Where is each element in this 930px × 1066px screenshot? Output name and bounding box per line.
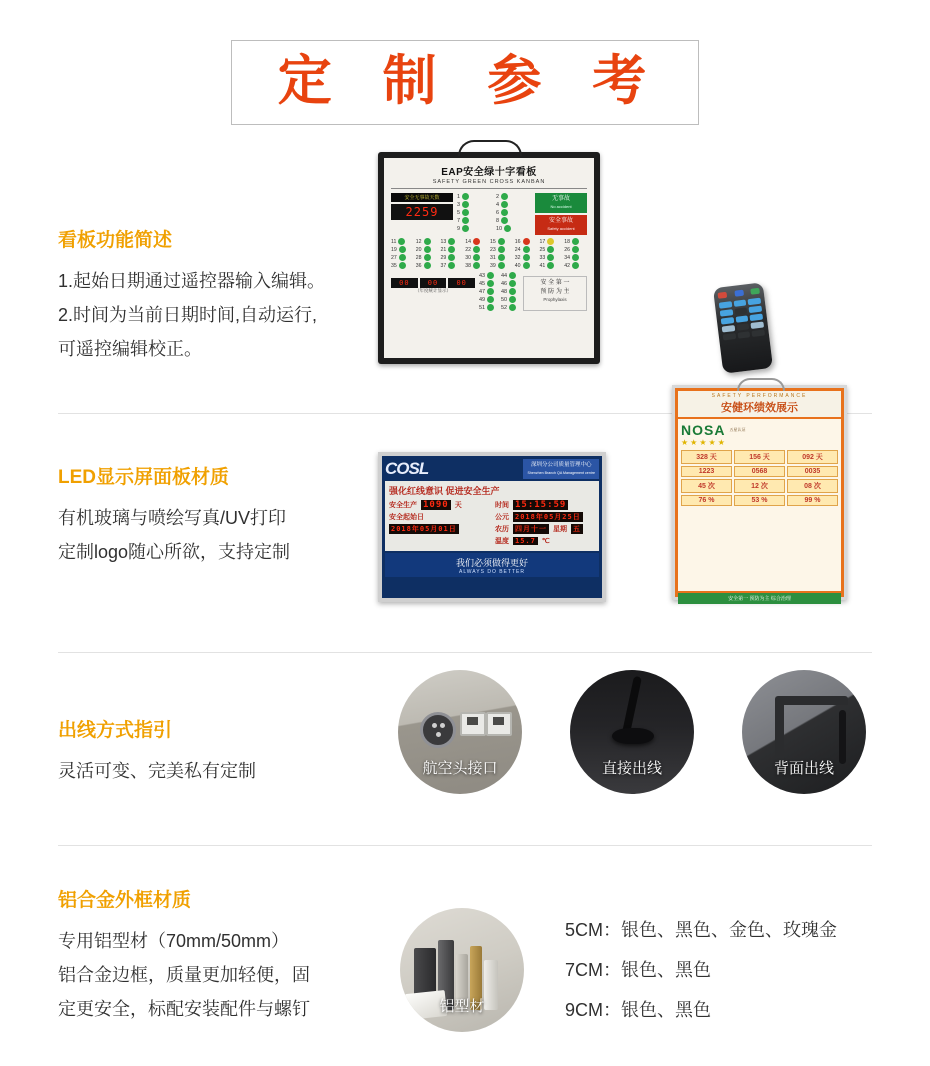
kanban-main-grid [391,238,587,269]
kanban-tail-num: 51 [479,304,486,311]
kanban-cell-num: 3 [457,201,461,208]
kanban-grid-num: 15 [490,238,496,245]
remote-key-icon [750,314,763,321]
status-dot-icon [462,193,469,200]
kanban-grid-num: 29 [440,254,447,261]
cosl-safe-days-value: 1090 [423,500,449,510]
remote-key-icon [734,307,747,314]
cosl-temp-row [495,536,595,546]
cosl-footer-en: ALWAYS DO BETTER [459,569,525,575]
status-dot-icon [399,262,406,269]
section-4-line-1: 专用铝型材（70mm/50mm） [58,931,290,951]
cosl-footer-cn: 我们必须做得更好 [455,559,528,569]
status-dot-icon [523,246,530,253]
remote-key-icon [722,325,735,332]
kanban-grid-num: 14 [465,238,472,245]
kanban-tail-num: 46 [501,280,508,287]
section-1-label: 看板功能简述 [58,230,173,251]
kanban-tail-num: 43 [479,272,486,279]
kanban-grid-num: 25 [539,246,546,253]
status-dot-icon [462,209,469,216]
status-dot-icon [424,238,431,245]
cosl-footer [385,553,599,577]
status-dot-icon [424,246,431,253]
kanban-grid-num: 34 [564,254,571,261]
status-dot-icon [501,201,508,208]
kanban-hanger-icon [458,140,522,156]
remote-key-icon [752,329,765,336]
remote-key-icon [749,306,762,313]
status-dot-icon [498,246,505,253]
status-dot-icon [504,225,511,232]
cosl-week-label: 星期 [553,526,567,533]
kanban-cell-num: 7 [457,217,461,224]
kanban-grid-num: 41 [539,262,546,269]
status-dot-icon [498,254,505,261]
kanban-tail-num: 50 [501,296,508,303]
remote-key-icon [733,299,746,306]
section-1-line-1: 1.起始日期通过遥控器输入编辑。 [58,271,326,291]
status-dot-icon [501,193,508,200]
aluminium-specs [565,910,895,1030]
cosl-left-data [389,500,489,548]
kanban-led-label: 安全无事故天数 [391,193,453,202]
status-dot-icon [498,262,505,269]
section-2-text [58,462,378,569]
kanban-slogan-cn-1: 安 全 第 一 [540,280,570,286]
status-dot-icon [448,254,455,261]
cosl-temp-unit: ℃ [541,538,550,545]
direct-outlet-photo [570,670,694,794]
divider-2 [58,652,872,653]
status-dot-icon [523,254,530,261]
status-dot-icon [448,246,455,253]
status-dot-icon [572,254,579,261]
status-dot-icon [399,246,406,253]
rj45-port-icon [460,712,486,736]
kanban-slogan-cn-2: 预 防 为 主 [540,289,570,295]
kanban-slogan-box [523,276,587,311]
kanban-no-accident-badge [535,193,587,213]
section-2-line-1: 有机玻璃与喷绘写真/UV打印 [58,508,287,528]
status-dot-icon [509,304,516,311]
kanban-tail-num: 52 [501,304,508,311]
nosa-metric: 0568 [734,466,785,477]
cosl-slogan: 强化红线意识 促进安全生产 [389,486,500,496]
status-dot-icon [487,272,494,279]
kanban-divider [391,188,587,189]
kanban-grid-num: 20 [415,246,422,253]
cosl-week-value: 五 [573,525,581,533]
nosa-footer: 安全第一 预防为主 综合治理 [678,593,841,604]
kanban-grid-num: 32 [514,254,521,261]
cosl-time-row [495,500,595,510]
kanban-cell-num: 4 [496,201,500,208]
nosa-board-photo [672,385,847,600]
kanban-grid-num: 16 [514,238,521,245]
kanban-mini-leds [391,272,475,311]
kanban-no-accident-cn: 无事故 [551,196,570,202]
outlet-photo-1 [398,670,522,794]
remote-key-icon [735,315,748,322]
kanban-tail-num: 48 [501,288,508,295]
section-4-line-3: 定更安全，标配安装配件与螺钉 [58,999,310,1019]
nosa-metric: 08 次 [787,479,838,493]
cosl-lunar-value: 四月十一 [515,525,547,533]
cosl-start-date-row [389,512,489,522]
kanban-grid-num: 18 [564,238,571,245]
remote-key-icon [748,298,761,305]
kanban-grid-num: 12 [415,238,422,245]
nosa-metric: 53 % [734,495,785,506]
status-dot-icon [498,238,505,245]
remote-power-button-icon [718,292,728,299]
alu-spec-1: 5CM：银色、黑色、金色、玫瑰金 [565,920,838,940]
status-dot-icon [509,272,516,279]
kanban-accident-en: Safety accident [547,226,575,231]
cosl-dept-cn: 深圳分公司质量管理中心 [530,462,592,468]
status-dot-icon [448,262,455,269]
kanban-grid-num: 39 [490,262,496,269]
kanban-tail-num: 45 [479,280,486,287]
cosl-dept-en: Shenzhen Branch QA Management centre [527,471,595,475]
nosa-metric: 76 % [681,495,732,506]
status-dot-icon [487,296,494,303]
nosa-metric: 0035 [787,466,838,477]
section-4-line-2: 铝合金边框，质量更加轻便，固 [58,965,310,985]
cosl-header-right [523,459,599,479]
kanban-grid-num: 17 [539,238,546,245]
kanban-grid-num: 38 [465,262,472,269]
kanban-cell-num: 2 [496,193,500,200]
aviation-connector-photo [398,670,522,794]
rj45-port-icon [486,712,512,736]
kanban-right-col [535,193,587,235]
nosa-brand: NOSA [681,422,726,438]
kanban-title: EAP安全绿十字看板 [441,167,537,178]
status-dot-icon [448,238,455,245]
nosa-header-en: SAFETY PERFORMANCE [711,393,808,399]
cosl-safe-days-row [389,500,489,510]
cosl-lunar-label: 农历 [495,526,509,533]
status-dot-icon [572,262,579,269]
cosl-date-label: 公元 [495,514,509,521]
nosa-stars: ★★★★★ [681,438,727,447]
cosl-board [378,452,606,602]
remote-control-photo [718,285,768,371]
kanban-main-grid-row [391,238,587,269]
cosl-temp-label: 温度 [495,538,509,545]
outlet-caption-2: 直接出线 [601,759,662,777]
outlet-photo-3 [742,670,866,794]
nosa-hanger-icon [737,378,785,391]
kanban-grid-num: 37 [440,262,447,269]
alu-spec-2: 7CM：银色、黑色 [565,960,712,980]
kanban-body [391,193,587,235]
section-2-label: LED显示屏面板材质 [58,467,230,488]
status-dot-icon [473,246,480,253]
kanban-mini-led-2: 00 [420,278,447,288]
aluminium-caption: 铝型材 [439,997,485,1015]
kanban-tail-num: 44 [501,272,508,279]
kanban-grid-num: 11 [391,238,397,245]
kanban-cell-num: 5 [457,209,461,216]
kanban-board-photo [378,152,600,364]
nosa-body [678,419,841,591]
nosa-header-cn: 安健环绩效展示 [721,402,798,414]
nosa-board [672,385,847,600]
cable-grommet-icon [612,728,654,744]
cosl-data-row-1 [389,500,595,548]
status-dot-icon [572,238,579,245]
remote-key-icon [737,331,750,338]
status-dot-icon [487,288,494,295]
status-dot-icon [509,288,516,295]
rear-outlet-photo [742,670,866,794]
status-dot-icon [547,246,554,253]
status-dot-icon [473,254,480,261]
outlet-caption-1: 航空头接口 [422,759,498,777]
status-dot-icon [487,280,494,287]
kanban-bottom-row [391,272,587,311]
divider-3 [58,845,872,846]
cosl-time-value: 15:15:59 [515,500,567,510]
kanban-tail-num: 47 [479,288,486,295]
cosl-main-panel [385,481,599,551]
nosa-header [678,391,841,417]
status-dot-icon [399,254,406,261]
section-4-label: 铝合金外框材质 [58,890,192,911]
status-dot-icon [462,201,469,208]
cosl-date-value: 2018年05月25日 [515,513,581,521]
kanban-grid-num: 22 [465,246,472,253]
section-2-line-2: 定制logo随心所欲，支持定制 [58,542,291,562]
cosl-start-date-value-row [389,524,489,534]
kanban-grid-num: 35 [391,262,397,269]
aluminium-profile-photo [400,908,524,1032]
nosa-metric: 99 % [787,495,838,506]
kanban-left-col [391,193,453,235]
kanban-accident-cn: 安全事故 [548,218,573,224]
cosl-start-date-label: 安全起始日 [389,514,424,521]
kanban-grid-num: 21 [440,246,447,253]
section-3-label: 出线方式指引 [58,720,173,741]
kanban-frame [378,152,600,364]
cosl-start-date-value: 2018年05月01日 [391,525,457,533]
status-dot-icon [424,262,431,269]
cosl-time-label: 时间 [495,502,509,509]
nosa-badge: 五星认证 [729,427,746,432]
kanban-grid-num: 24 [514,246,521,253]
kanban-grid-num: 19 [391,246,397,253]
status-dot-icon [398,238,405,245]
status-dot-icon [487,304,494,311]
kanban-led-value: 2259 [391,204,453,220]
status-dot-icon [473,262,480,269]
cosl-temp-value: 15.7 [515,537,536,545]
status-dot-icon [509,296,516,303]
section-3-line-1: 灵活可变、完美私有定制 [58,761,256,781]
status-dot-icon [523,262,530,269]
status-dot-icon [547,254,554,261]
cosl-safe-days-label: 安全生产 [389,502,417,509]
cable-icon [622,676,642,734]
kanban-grid-num: 23 [490,246,496,253]
remote-key-icon [719,301,732,308]
remote-key-icon [720,309,733,316]
status-dot-icon [501,217,508,224]
kanban-slogan-en: Prophylaxis [543,297,567,302]
nosa-metric: 328 天 [681,450,732,464]
status-dot-icon [523,238,530,245]
kanban-no-accident-en: No accident [550,204,572,209]
cosl-right-data [495,500,595,548]
kanban-accident-badge [535,215,587,235]
outlet-photo-2 [570,670,694,794]
status-dot-icon [462,225,469,232]
nosa-metric: 1223 [681,466,732,477]
nosa-metric: 092 天 [787,450,838,464]
outlet-caption-3: 背面出线 [773,759,834,777]
kanban-cell-num: 8 [496,217,500,224]
kanban-cell-num: 9 [457,225,461,232]
remote-mode-button-icon [734,290,744,297]
status-dot-icon [572,246,579,253]
page-title [0,40,930,125]
section-1-line-3: 可遥控编辑校正。 [58,339,202,359]
nosa-metric: 45 次 [681,479,732,493]
cosl-date-row [495,512,595,522]
aluminium-circle [400,908,524,1032]
status-dot-icon [501,209,508,216]
kanban-grid-num: 31 [490,254,496,261]
kanban-tail-num: 49 [479,296,486,303]
kanban-foot-note: （年度统计显示） [415,288,451,293]
rear-cable-icon [839,710,846,764]
kanban-center-col [457,193,531,235]
kanban-mini-led-3: 00 [448,278,475,288]
kanban-grid-num: 13 [440,238,447,245]
remote-key-icon [721,317,734,324]
nosa-brand-row [681,422,838,438]
remote-control [713,282,773,373]
kanban-grid-num: 27 [391,254,397,261]
status-dot-icon [509,280,516,287]
page-title-text: 定 制 参 考 [277,49,663,112]
kanban-grid-num: 42 [564,262,571,269]
kanban-tail-grid [479,272,519,311]
cosl-board-photo [378,452,606,602]
kanban-cell-num: 6 [496,209,500,216]
status-dot-icon [424,254,431,261]
kanban-panel [384,158,594,358]
section-3-text [58,715,378,788]
kanban-cells-top [457,193,531,232]
kanban-cell-num: 1 [457,193,461,200]
kanban-mini-led-1: 00 [391,278,418,288]
status-dot-icon [473,238,480,245]
cosl-header [385,459,599,479]
section-1-line-2: 2.时间为当前日期时间,自动运行, [58,305,318,325]
section-1-text [58,225,378,366]
kanban-cell-num: 10 [496,225,503,232]
kanban-grid-num: 30 [465,254,472,261]
alu-spec-3: 9CM：银色、黑色 [565,1000,712,1020]
remote-key-icon [751,321,764,328]
cosl-lunar-row [495,524,595,534]
remote-key-icon [723,333,736,340]
remote-key-icon [736,323,749,330]
page-title-box [231,40,699,125]
status-dot-icon [547,262,554,269]
status-dot-icon [462,217,469,224]
cosl-logo: COSL [385,459,429,478]
xlr-connector-icon [420,712,456,748]
status-dot-icon [547,238,554,245]
nosa-metrics-grid [681,450,838,506]
kanban-grid-num: 28 [415,254,422,261]
kanban-grid-num: 26 [564,246,571,253]
remote-ok-button-icon [750,288,760,295]
cosl-safe-days-unit: 天 [454,502,462,509]
nosa-metric: 12 次 [734,479,785,493]
kanban-grid-num: 40 [514,262,521,269]
remote-keypad [719,298,765,341]
section-4-text [58,885,388,1026]
kanban-grid-num: 33 [539,254,546,261]
nosa-metric: 156 天 [734,450,785,464]
kanban-grid-num: 36 [415,262,422,269]
cosl-slogan-row [389,484,595,497]
remote-top-buttons [718,288,760,299]
kanban-subtitle: SAFETY GREEN CROSS KANBAN [432,179,546,185]
